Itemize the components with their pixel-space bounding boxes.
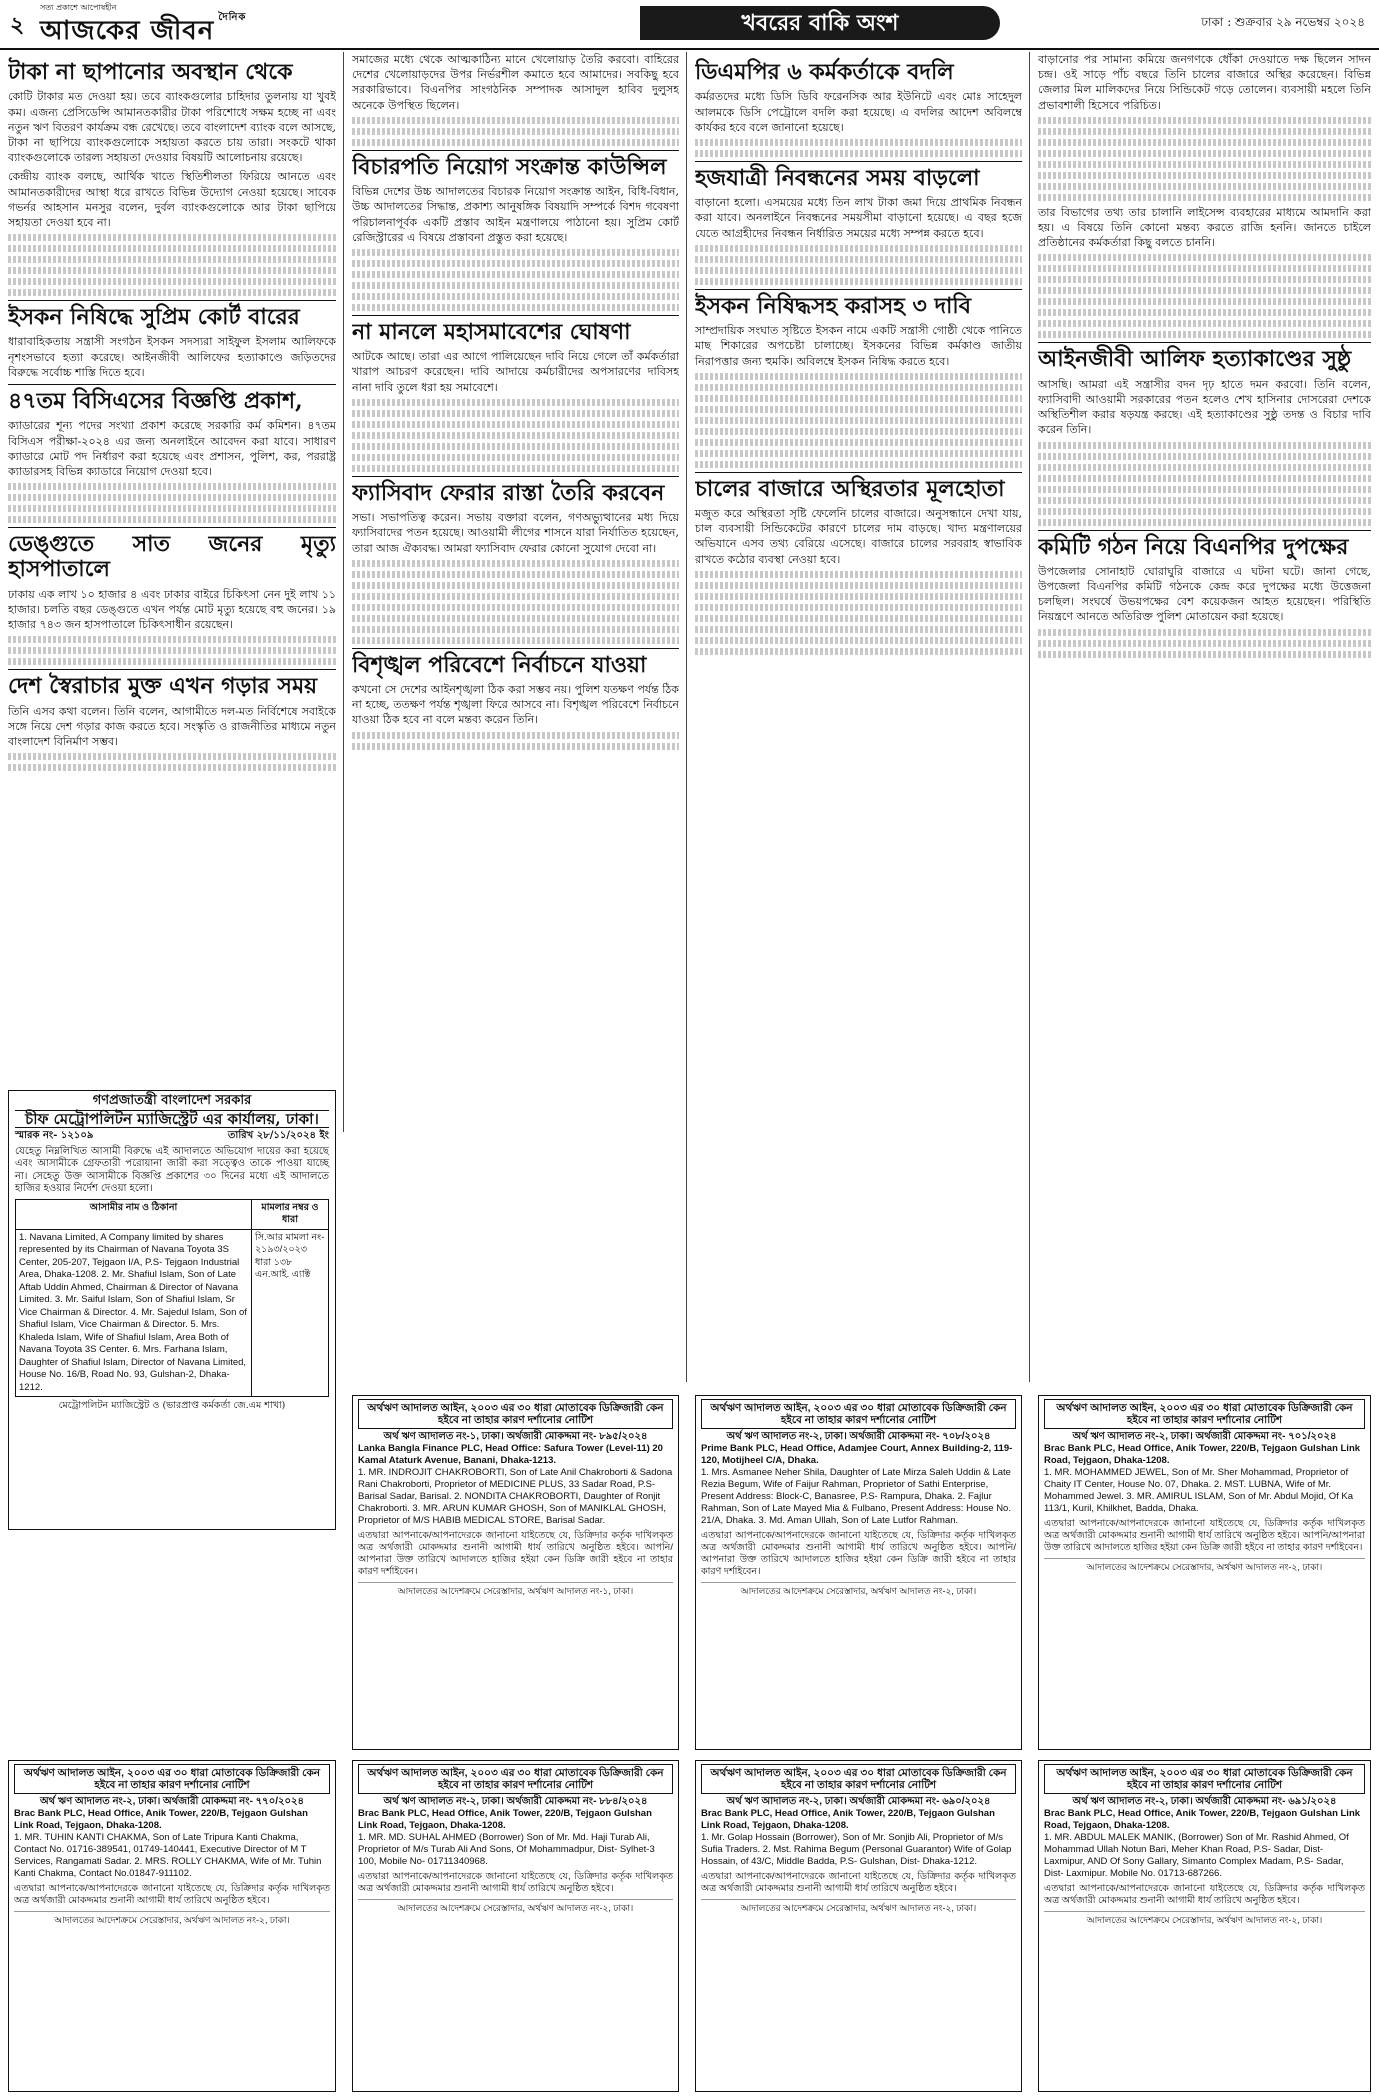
text-filler	[695, 417, 1022, 424]
legal-notice	[352, 1395, 679, 1750]
notice-bank: Brac Bank PLC, Head Office, Anik Tower, 220/B, Tejgaon Gulshan Link Road, Tejgaon, Dhaka-1208.	[1044, 1808, 1361, 1831]
text-filler	[695, 245, 1022, 252]
article-text: ঢাকায় এক লাখ ১০ হাজার ৪ এবং ঢাকার বাইরে চিকিৎসা নেন দুই লাখ ১১ হাজার। চলতি বছর ডেঙ্গুতে এখন পর্যন্ত মোট মৃত্যু হয়েছে বহু জনের। ১৯ হাজার ৭৪৩ জন হাসপাতালে চিকিৎসাধীন রয়েছেন।	[8, 587, 336, 632]
table-header: আসামীর নাম ও ঠিকানা	[16, 1199, 252, 1229]
text-filler	[695, 150, 1022, 157]
article-text: মজুত করে অস্থিরতা সৃষ্টি ফেলেনি চালের বাজারে। অনুসন্ধানে দেখা যায়, চাল ব্যবসায়ী সিন্ডিকেটের কারণে চালের দাম বাড়ছে। খাদ্য মন্ত্রণালয়ের অভিযানে এসব তথ্য বেরিয়ে এসেছে। বাজারে চালের সরবরাহ স্বাভাবিক রাখতে কঠোর ব্যবস্থা নেওয়া হবে।	[695, 507, 1022, 566]
notice-bank: Brac Bank PLC, Head Office, Anik Tower, 220/B, Tejgaon Gulshan Link Road, Tejgaon, Dhaka-1208.	[358, 1808, 652, 1831]
text-filler	[1038, 651, 1371, 658]
text-filler	[8, 256, 336, 263]
notice-body: এতদ্বারা আপনাকে/আপনাদেরকে জানানো যাইতেছে যে, ডিক্রিদার কর্তৃক দাখিলকৃত অত্র অর্থজারী মোকদ্দমার শুনানী আগামী ধার্য তারিখে অনুষ্ঠিত হইবে। আপনি/আপনারা উক্ত তারিখে আদালতে হাজির হইয়া কেন ডিক্রি জারী হইবে না তাহার কারণ দর্শাইবেন।	[701, 1530, 1016, 1577]
masthead	[0, 0, 1379, 50]
text-filler	[352, 304, 679, 311]
newspaper-logo	[40, 10, 246, 54]
text-filler	[352, 560, 679, 567]
text-filler	[8, 516, 336, 523]
article-text: কোটি টাকার মত দেওয়া হয়। তবে ব্যাংকগুলোর চাহিদার তুলনায় যা খুবই কম। এজন্য প্রেসিডেন্সি আমানতকারীর টাকা পরিশোধে সক্ষম হচ্ছে না এবং নতুন ঋণ বিতরণ কার্যক্রম বন্ধ রেখেছে। তবে বাংলাদেশ ব্যাংক বলে আসছে, টাকা না ছাপিয়ে ব্যাংকগুলোকে সহায়তা করতে চায় তারা। সংকটে থাকা ব্যাংকগুলোকে তারল্য সহায়তা দেওয়ার বিষয়টি আলোচনায় রয়েছে।	[8, 90, 336, 165]
column-2	[352, 52, 679, 1382]
notice-party: 1. MR. ABDUL MALEK MANIK, (Borrower) Son of Mr. Rashid Ahmed, Of Mohammad Ullah Notun Bari, Meher Khan Road, P.S- Sadar, Dist- Laxmipur, AND Of Sony Gallary, Simanto Complex Madam, P.S- Sadar, Dist- Laxmipur. Mobile No. 01713-687266.	[1044, 1832, 1349, 1879]
notice-signature: আদালতের আদেশক্রমে সেরেস্তাদার, অর্থঋণ আদালত নং-২, ঢাকা।	[14, 1911, 330, 1926]
notice-body: এতদ্বারা আপনাকে/আপনাদেরকে জানানো যাইতেছে যে, ডিক্রিদার কর্তৃক দাখিলকৃত অত্র অর্থজারী মোকদ্দমার শুনানী আগামী ধার্য তারিখে অনুষ্ঠিত হইবে।	[358, 1871, 673, 1894]
column-rule	[686, 52, 687, 1382]
text-filler	[8, 245, 336, 252]
article-text: কর্মরতদের মধ্যে ডিসি ডিবি ফরেনসিক আর ইউনিটে এবং মোঃ সাহেদুল আলমকে ডিসি পেট্রোলে বদলি করা হয়েছে। এ বদলির আদেশ অবিলম্বে কার্যকর হবে বলে জানানো হয়েছে।	[695, 90, 1022, 134]
notice-party: 1. MR. MOHAMMED JEWEL, Son of Mr. Sher Mohammad, Proprietor of Chaity IT Center, House No. 07, Dhaka. 2. MST. LUBNA, Wife of Mr. Mohammed Jewel. 3. MR. AMIRUL ISLAM, Son of Mr. Abdul Mojid, Of Ka 113/1, Kuril, Khilkhet, Badda, Dhaka.	[1044, 1467, 1354, 1514]
text-filler	[1038, 475, 1371, 482]
text-filler	[1038, 309, 1371, 316]
text-filler	[1038, 508, 1371, 515]
article-text: কখনো সে দেশের আইনশৃঙ্খলা ঠিক করা সম্ভব নয়। পুলিশ যতক্ষণ পর্যন্ত ঠিক না হচ্ছে, ততক্ষণ পর্যন্ত শৃঙ্খলা ফিরে আসবে না। বিশৃঙ্খল পরিবেশে নির্বাচনে যাওয়া ঠিক হবে না বলে মন্তব্য করেন তিনি।	[352, 683, 679, 727]
text-filler	[352, 293, 679, 300]
column-1	[8, 52, 336, 1132]
text-filler	[352, 615, 679, 622]
notice-signature: আদালতের আদেশক্রমে সেরেস্তাদার, অর্থঋণ আদালত নং-২, ঢাকা।	[1044, 1911, 1365, 1926]
article-text: সভা। সভাপতিত্ব করেন। সভায় বক্তারা বলেন, গণঅভ্যুত্থানের মধ্য দিয়ে ফ্যাসিবাদের পতন হয়েছে। আওয়ামী লীগের শাসনে যারা নির্যাতিত হয়েছেন, তারা আজ ঐক্যবদ্ধ। আমরা ফ্যাসিবাদ ফেরার কোনো সুযোগ দেবো না।	[352, 511, 679, 555]
article-text: ধারাবাহিকতায় সন্ত্রাসী সংগঠন ইসকন সদস্যরা সাইফুল ইসলাম আলিফকে নৃশংসভাবে হত্যা করেছে। আইনজীবী আলিফের হত্যাকাণ্ডে জড়িতদের বিরুদ্ধে সর্বোচ্চ শাস্তি দিতে হবে।	[8, 335, 336, 379]
headline: ইসকন নিষিদ্ধে সুপ্রিম কোর্ট বারের	[8, 300, 336, 330]
text-filler	[695, 648, 1022, 655]
notice-body: এতদ্বারা আপনাকে/আপনাদেরকে জানানো যাইতেছে যে, ডিক্রিদার কর্তৃক দাখিলকৃত অত্র অর্থজারী মোকদ্দমার শুনানী আগামী ধার্য তারিখে অনুষ্ঠিত হইবে।	[14, 1883, 330, 1906]
text-filler	[8, 289, 336, 296]
text-filler	[352, 282, 679, 289]
text-filler	[1038, 161, 1371, 168]
notice-bank: Prime Bank PLC, Head Office, Adamjee Court, Annex Building-2, 119-120, Motijheel C/A, Dhaka.	[701, 1443, 1013, 1466]
headline: টাকা না ছাপানোর অবস্থান থেকে	[8, 59, 293, 85]
text-filler	[352, 432, 679, 439]
text-filler	[8, 505, 336, 512]
legal-notice	[1038, 1395, 1371, 1750]
headline: না মানলে মহাসমাবেশের ঘোষণা	[352, 315, 679, 345]
text-filler	[1038, 254, 1371, 261]
text-filler	[8, 234, 336, 241]
text-filler	[352, 582, 679, 589]
notice-body: এতদ্বারা আপনাকে/আপনাদেরকে জানানো যাইতেছে যে, ডিক্রিদার কর্তৃক দাখিলকৃত অত্র অর্থজারী মোকদ্দমার শুনানী আগামী ধার্য তারিখে অনুষ্ঠিত হইবে। আপনি/আপনারা উক্ত তারিখে আদালতে হাজির হইয়া কেন ডিক্রি জারী হইবে না তাহার কারণ দর্শাইবেন।	[1044, 1518, 1365, 1553]
notice-heading: অর্থঋণ আদালত আইন, ২০০৩ এর ৩০ ধারা মোতাবেক ডিক্রিজারী কেন হইবে না তাহার কারণ দর্শানোর নোটিশ	[701, 1399, 1016, 1429]
text-filler	[8, 764, 336, 771]
text-filler	[695, 278, 1022, 285]
text-filler	[352, 626, 679, 633]
logo-tag: দৈনিক	[218, 12, 247, 23]
text-filler	[352, 271, 679, 278]
notice-court: অর্থ ঋণ আদালত নং-২, ঢাকা। অর্থজারী মোকদ্দমা নং- ৮৮৪/২০২৪	[383, 1796, 648, 1807]
article-text: তিনি এসব কথা বলেন। তিনি বলেন, আগামীতে দল-মত নির্বিশেষে সবাইকে সঙ্গে নিয়ে দেশ গড়ার কাজ করতে হবে। সংস্কৃতি ও রাজনীতির মাধ্যমে নতুন বাংলাদেশ বিনির্মাণ সম্ভব।	[8, 704, 336, 749]
text-filler	[8, 483, 336, 490]
text-filler	[695, 256, 1022, 263]
text-filler	[1038, 172, 1371, 179]
notice-court: অর্থ ঋণ আদালত নং-২, ঢাকা। অর্থজারী মোকদ্দমা নং- ৬৯০/২০২৪	[726, 1796, 991, 1807]
text-filler	[1038, 331, 1371, 338]
text-filler	[1038, 298, 1371, 305]
text-filler	[352, 465, 679, 472]
text-filler	[1038, 464, 1371, 471]
notice-party: 1. MR. MD. SUHAL AHMED (Borrower) Son of Mr. Md. Haji Turab Ali, Proprietor of M/s Turab Ali And Sons, Of Mohammadpur, Dist- Sylhet-3 100, Mobile No- 01711340968.	[358, 1832, 655, 1867]
text-filler	[695, 267, 1022, 274]
tagline: সত্য প্রকাশে আপোষহীন	[40, 3, 117, 12]
text-filler	[8, 753, 336, 760]
notice-body: এতদ্বারা আপনাকে/আপনাদেরকে জানানো যাইতেছে যে, ডিক্রিদার কর্তৃক দাখিলকৃত অত্র অর্থজারী মোকদ্দমার শুনানী আগামী ধার্য তারিখে অনুষ্ঠিত হইবে।	[701, 1871, 1016, 1894]
article-text: বাড়ানোর পর সামান্য কমিয়ে জনগণকে ধোঁকা দেওয়াতে দক্ষ ছিলেন সাদন চন্দ্র। ওই সাড়ে পাঁচ বছরে তিনি চালের বাজারে অস্থির করেছেন। বিভিন্ন জেলার মিল মালিকদের নিয়ে সিন্ডিকেট গড়ে তোলেন। ব্যবসায়ী মহলে তিনি প্রভাবশালী হিসেবে পরিচিত।	[1038, 53, 1371, 112]
table-header: মামলার নম্বর ও ধারা	[252, 1199, 329, 1229]
text-filler	[695, 406, 1022, 413]
article-text: আটকে আছে। তারা এর আগে পালিয়েছেন দাবি নিয়ে গেলে তাঁ কর্মকর্তারা খারাপ আচরণ করেছেন। দাবি আদায়ে কর্মচারীদের অপসারণের দাবিসহ নানা দাবি তুলে ধরা হয় সমাবেশে।	[352, 350, 679, 394]
text-filler	[1038, 276, 1371, 283]
text-filler	[1038, 486, 1371, 493]
notice-court: অর্থ ঋণ আদালত নং-২, ঢাকা। অর্থজারী মোকদ্দমা নং- ৭০১/২০২৪	[1072, 1431, 1337, 1442]
notice-court: অর্থ ঋণ আদালত নং-২, ঢাকা। অর্থজারী মোকদ্দমা নং- ৭৭০/২০২৪	[40, 1796, 304, 1807]
article-text: আসছি। আমরা এই সন্ত্রাসীর বদন দৃঢ় হাতে দমন করবো। তিনি বলেন, ফ্যাসিবাদী আওয়ামী সরকারের পতন হলেও শেখ হাসিনার দোসরেরা দেশকে অস্থিতিশীল করার ষড়যন্ত্র করছে। এই হত্যাকাণ্ডের সুষ্ঠু তদন্ত ও বিচার দাবি করেন তিনি।	[1038, 377, 1371, 437]
text-filler	[352, 249, 679, 256]
text-filler	[352, 604, 679, 611]
headline: আইনজীবী আলিফ হত্যাকাণ্ডের সুষ্ঠু	[1038, 342, 1371, 372]
notice-body: এতদ্বারা আপনাকে/আপনাদেরকে জানানো যাইতেছে যে, ডিক্রিদার কর্তৃক দাখিলকৃত অত্র অর্থজারী মোকদ্দমার শুনানী আগামী ধার্য তারিখে অনুষ্ঠিত হইবে। আপনি/আপনারা উক্ত তারিখে আদালতে হাজির হইয়া কেন ডিক্রি জারী হইবে না তাহার কারণ দর্শাইবেন।	[358, 1530, 673, 1577]
text-filler	[1038, 128, 1371, 135]
article-text: ক্যাডারের শূন্য পদের সংখ্যা প্রকাশ করেছে সরকারি কর্ম কমিশন। ৪৭তম বিসিএস পরীক্ষা-২০২৪ এর জন্য অনলাইনে আবেদন করা যাবে। সাধারণ ক্যাডারে মোট পদ নির্ধারণ করা হয়েছে এবং প্রশাসন, পুলিশ, কর, পররাষ্ট্র ক্যাডারসহ বিভিন্ন ক্যাডারে নিয়োগ দেওয়া হবে।	[8, 419, 336, 478]
text-filler	[352, 443, 679, 450]
text-filler	[695, 461, 1022, 468]
text-filler	[352, 421, 679, 428]
accused-table	[15, 1199, 329, 1398]
page-number: ২	[10, 12, 25, 38]
notice-signature: আদালতের আদেশক্রমে সেরেস্তাদার, অর্থঋণ আদালত নং-১, ঢাকা।	[358, 1582, 673, 1597]
notice-heading: অর্থঋণ আদালত আইন, ২০০৩ এর ৩০ ধারা মোতাবেক ডিক্রিজারী কেন হইবে না তাহার কারণ দর্শানোর নোটিশ	[358, 1399, 673, 1429]
section-banner: খবরের বাকি অংশ	[640, 6, 1000, 40]
notice-bank: Lanka Bangla Finance PLC, Head Office: Safura Tower (Level-11) 20 Kamal Ataturk Avenue, Banani, Dhaka-1213.	[358, 1443, 663, 1466]
article-text: কেন্দ্রীয় ব্যাংক বলছে, আর্থিক খাতে স্থিতিশীলতা ফিরিয়ে আনতে এবং আমানতকারীদের আস্থা ধরে রাখতে বিভিন্ন উদ্যোগ নেওয়া হয়েছে। সাবেক গভর্নর আহসান মনসুর বলেন, দুর্বল ব্যাংকগুলোকে আর টাকা ছাপিয়ে সহায়তা দেওয়া হবে না।	[8, 170, 336, 229]
notice-party: 1. MR. INDROJIT CHAKROBORTI, Son of Late Anil Chakroborti & Sadona Rani Chakroborti, Proprietor of MEDICINE PLUS, 33 Sadar Road, P.S- Barisal Sadar, Barisal. 2. NONDITA CHAKROBORTI, Daughter of Ronjit Chakroborti. 3. MR. ARUN KUMAR GHOSH, Son of MANIKLAL GHOSH, Proprietor of M/S HABIB MEDICAL STORE, Barisal Sadar.	[358, 1467, 673, 1526]
legal-notice	[352, 1760, 679, 2092]
article-text: উপজেলার সোনাহাট ঘোরাঘুরি বাজারে এ ঘটনা ঘটে। জানা গেছে, উপজেলা বিএনপির কমিটি গঠনকে কেন্দ্র করে দুপক্ষের মধ্যে উত্তেজনা চলছিল। সংঘর্ষে উভয়পক্ষের বেশ কয়েকজন আহত হয়েছেন। পরিস্থিতি নিয়ন্ত্রণে আনতে অতিরিক্ত পুলিশ মোতায়েন করা হয়েছে।	[1038, 564, 1371, 624]
accused-list: 1. Navana Limited, A Company limited by shares represented by its Chairman of Navana Toyota 3S Center, 205-207, Tejgaon I/A, P.S- Tejgaon Industrial Area, Dhaka-1208. 2. Mr. Shafiul Islam, Son of Late Aftab Uddin Ahmed, Chairman & Director of Navana Limited. 3. Mr. Saiful Islam, Son of Shafiul Islam, Sr Vice Chairman & Director. 4. Mr. Sajedul Islam, Son of Shafiul Islam, Vice Chairman & Director. 5. Mrs. Khaleda Islam, Wife of Shafiul Islam, Area Both of Navana Toyota 3S Center. 6. Mrs. Farhana Islam, Daughter of Shafiul Islam, Director of Navana Limited, House No. 16/B, Road No. 93, Gulshan-2, Dhaka-1212.	[16, 1229, 252, 1397]
text-filler	[1038, 453, 1371, 460]
headline: দেশ স্বৈরাচার মুক্ত এখন গড়ার সময়	[8, 669, 336, 699]
headline: ডেঙ্গুতে সাত জনের মৃত্যু হাসপাতালে	[8, 527, 336, 583]
notice-heading: অর্থঋণ আদালত আইন, ২০০৩ এর ৩০ ধারা মোতাবেক ডিক্রিজারী কেন হইবে না তাহার কারণ দর্শানোর নোটিশ	[358, 1764, 673, 1794]
court-office: চীফ মেট্রোপলিটন ম্যাজিস্ট্রেট এর কার্যালয়, ঢাকা।	[15, 1110, 329, 1129]
text-filler	[1038, 117, 1371, 124]
notice-signature: আদালতের আদেশক্রমে সেরেস্তাদার, অর্থঋণ আদালত নং-২, ঢাকা।	[701, 1899, 1016, 1914]
text-filler	[695, 395, 1022, 402]
court-memo: স্মারক নং- ১২১০৯	[15, 1130, 94, 1141]
notice-party: 1. Mr. Golap Hossain (Borrower), Son of Mr. Sonjib Ali, Proprietor of M/s Sufia Traders. 2. Mst. Rahima Begum (Personal Guarantor) Wife of Golap Hossain, of 43/C, Middle Badda, P.S- Gulshan, Dist- Dhaka-1212.	[701, 1832, 1012, 1867]
court-notice	[8, 1090, 336, 1530]
notice-court: অর্থ ঋণ আদালত নং-২, ঢাকা। অর্থজারী মোকদ্দমা নং- ৭০৮/২০২৪	[726, 1431, 991, 1442]
text-filler	[695, 637, 1022, 644]
article-text: সাম্প্রদায়িক সংঘাত সৃষ্টিতে ইসকন নামে একটি সন্ত্রাসী গোষ্ঠী থেকে পানিতে মাছ শিকারের অপচেষ্টা চালাচ্ছে। ইসকনের বিভিন্ন কর্মকাণ্ড জাতীয় নিরাপত্তার জন্য হুমকি। অবিলম্বে ইসকন নিষিদ্ধ করতে হবে।	[695, 324, 1022, 368]
text-filler	[352, 637, 679, 644]
notice-bank: Brac Bank PLC, Head Office, Anik Tower, 220/B, Tejgaon Gulshan Link Road, Tejgaon, Dhaka-1208.	[1044, 1443, 1361, 1466]
article-text: বিভিন্ন দেশের উচ্চ আদালতের বিচারক নিয়োগ সংক্রান্ত আইন, বিধি-বিধান, উচ্চ আদালতের সিদ্ধান্ত, প্রকাশ্য আনুষঙ্গিক বিষয়াদি সম্পর্কে বিশদ গবেষণা পরিচালনাপূর্বক একটি প্রস্তাব আইন মন্ত্রণালয়ে পাঠানো হয়। সুপ্রিম কোর্ট রেজিস্ট্রারের এ বিষয়ে প্রস্তাবনা প্রস্তুত করা হয়েছে।	[352, 185, 679, 244]
text-filler	[695, 604, 1022, 611]
text-filler	[695, 428, 1022, 435]
headline: বিচারপতি নিয়োগ সংক্রান্ত কাউন্সিল	[352, 150, 679, 180]
text-filler	[1038, 497, 1371, 504]
court-memo-row	[15, 1130, 329, 1143]
headline: ডিএমপির ৬ কর্মকর্তাকে বদলি	[695, 59, 954, 85]
text-filler	[1038, 150, 1371, 157]
text-filler	[8, 494, 336, 501]
text-filler	[352, 410, 679, 417]
notice-party: 1. MR. TUHIN KANTI CHAKMA, Son of Late Tripura Kanti Chakma, Contact No. 01716-389541, 01749-140441, Executive Director of M T Services, Rangamati Sadar. 2. MRS. ROLLY CHAKMA, Wife of Mr. Tuhin Kanti Chakma, Contact No.01847-911102.	[14, 1832, 322, 1879]
article-text: তার বিভাগের তথ্য তার চালানি লাইসেন্স ব্যবহারের মাধ্যমে আমদানি করা হয়। এ বিষয়ে তিনি কোনো মন্তব্য করতে রাজি হননি। জানতে চাইলে প্রতিষ্ঠানের কর্মকর্তারা কিছু বলতে চাননি।	[1038, 205, 1371, 250]
text-filler	[8, 647, 336, 654]
text-filler	[352, 743, 679, 750]
text-filler	[8, 278, 336, 285]
text-filler	[8, 658, 336, 665]
text-filler	[352, 732, 679, 739]
headline: কমিটি গঠন নিয়ে বিএনপির দুপক্ষের	[1038, 530, 1371, 560]
notice-court: অর্থ ঋণ আদালত নং-২, ঢাকা। অর্থজারী মোকদ্দমা নং- ৬৯১/২০২৪	[1072, 1796, 1337, 1807]
text-filler	[8, 267, 336, 274]
notice-bank: Brac Bank PLC, Head Office, Anik Tower, 220/B, Tejgaon Gulshan Link Road, Tejgaon, Dhaka-1208.	[701, 1808, 995, 1831]
notice-heading: অর্থঋণ আদালত আইন, ২০০৩ এর ৩০ ধারা মোতাবেক ডিক্রিজারী কেন হইবে না তাহার কারণ দর্শানোর নোটিশ	[14, 1764, 330, 1794]
text-filler	[1038, 139, 1371, 146]
legal-notice	[695, 1760, 1022, 2092]
text-filler	[1038, 194, 1371, 201]
notice-signature: আদালতের আদেশক্রমে সেরেস্তাদার, অর্থঋণ আদালত নং-২, ঢাকা।	[358, 1899, 673, 1914]
text-filler	[1038, 640, 1371, 647]
notice-body: এতদ্বারা আপনাকে/আপনাদেরকে জানানো যাইতেছে যে, ডিক্রিদার কর্তৃক দাখিলকৃত অত্র অর্থজারী মোকদ্দমার শুনানী আগামী ধার্য তারিখে অনুষ্ঠিত হইবে।	[1044, 1883, 1365, 1906]
headline: হজযাত্রী নিবন্ধনের সময় বাড়লো	[695, 161, 1022, 191]
article-text: বাড়ানো হলো। এসময়ের মধ্যে তিন লাখ টাকা জমা দিয়ে প্রাথমিক নিবন্ধন করা যাবে। অনলাইনে নিবন্ধনের সময়সীমা বাড়ানো হয়েছে। এ বছর হজে যেতে আগ্রহীদের নিবন্ধন নির্ধারিত সময়ের মধ্যে সম্পন্ন করতে হবে।	[695, 196, 1022, 240]
legal-notice	[1038, 1760, 1371, 2092]
legal-notice	[695, 1395, 1022, 1750]
court-republic: গণপ্রজাতন্ত্রী বাংলাদেশ সরকার	[92, 1093, 252, 1108]
text-filler	[352, 571, 679, 578]
case-number: সি.আর মামলা নং- ২১৯৩/২০২৩ ধারা ১৩৮ এন.আই. এ্যাক্ট	[252, 1229, 329, 1397]
text-filler	[1038, 287, 1371, 294]
notice-court: অর্থ ঋণ আদালত নং-১, ঢাকা। অর্থজারী মোকদ্দমা নং- ৮৯৫/২০২৪	[383, 1431, 648, 1442]
text-filler	[1038, 629, 1371, 636]
notice-party: 1. Mrs. Asmanee Neher Shila, Daughter of Late Mirza Saleh Uddin & Late Rezia Begum, Wife of Faijur Rahman, Proprietor of Sathi Enterprise, Present Address: Block-C, Banasree, P.S- Rampura, Dhaka. 2. Fajlur Rahman, Son of Late Mayed Mia & Fulbano, Present Address: House No. 21/A, Dhaka. 3. Md. Aman Ullah, Son of Late Lutfor Rahman.	[701, 1467, 1011, 1526]
text-filler	[1038, 320, 1371, 327]
text-filler	[695, 373, 1022, 380]
logo-text: আজকের জীবন	[40, 16, 215, 46]
headline: ৪৭তম বিসিএসের বিজ্ঞপ্তি প্রকাশ,	[8, 384, 336, 414]
headline: ফ্যাসিবাদ ফেরার রাস্তা তৈরি করবেন	[352, 476, 679, 506]
text-filler	[695, 571, 1022, 578]
notice-bank: Brac Bank PLC, Head Office, Anik Tower, 220/B, Tejgaon Gulshan Link Road, Tejgaon, Dhaka-1208.	[14, 1808, 308, 1831]
text-filler	[695, 593, 1022, 600]
notice-heading: অর্থঋণ আদালত আইন, ২০০৩ এর ৩০ ধারা মোতাবেক ডিক্রিজারী কেন হইবে না তাহার কারণ দর্শানোর নোটিশ	[1044, 1399, 1365, 1429]
column-3	[695, 52, 1022, 1382]
text-filler	[8, 636, 336, 643]
text-filler	[695, 139, 1022, 146]
text-filler	[695, 384, 1022, 391]
column-rule	[343, 52, 344, 1132]
court-date: তারিখ ২৮/১১/২০২৪ ইং	[227, 1130, 329, 1141]
text-filler	[352, 399, 679, 406]
text-filler	[695, 626, 1022, 633]
court-footer: মেট্রোপলিটন ম্যাজিস্ট্রেট ও (ভারপ্রাপ্ত কর্মকর্তা জে.এম শাখা)	[58, 1400, 286, 1411]
text-filler	[695, 450, 1022, 457]
notice-signature: আদালতের আদেশক্রমে সেরেস্তাদার, অর্থঋণ আদালত নং-২, ঢাকা।	[1044, 1558, 1365, 1573]
headline: চালের বাজারে অস্থিরতার মূলহোতা	[695, 472, 1022, 502]
text-filler	[1038, 519, 1371, 526]
text-filler	[352, 260, 679, 267]
text-filler	[1038, 265, 1371, 272]
notice-heading: অর্থঋণ আদালত আইন, ২০০৩ এর ৩০ ধারা মোতাবেক ডিক্রিজারী কেন হইবে না তাহার কারণ দর্শানোর নোটিশ	[701, 1764, 1016, 1794]
text-filler	[1038, 442, 1371, 449]
text-filler	[695, 615, 1022, 622]
column-4	[1038, 52, 1371, 1382]
column-rule	[1029, 52, 1030, 1382]
text-filler	[352, 128, 679, 135]
notice-signature: আদালতের আদেশক্রমে সেরেস্তাদার, অর্থঋণ আদালত নং-২, ঢাকা।	[701, 1582, 1016, 1597]
notice-heading: অর্থঋণ আদালত আইন, ২০০৩ এর ৩০ ধারা মোতাবেক ডিক্রিজারী কেন হইবে না তাহার কারণ দর্শানোর নোটিশ	[1044, 1764, 1365, 1794]
text-filler	[352, 117, 679, 124]
court-body: যেহেতু নিম্নলিখিত আসামী বিরুদ্ধে এই আদালতে অভিযোগ দায়ের করা হয়েছে এবং আসামীকে গ্রেফতারী পরোয়ানা জারী করা সত্ত্বেও তাকে পাওয়া যাচ্ছে না। সেহেতু উক্ত আসামীকে বিজ্ঞপ্তি প্রকাশের ৩০ দিনের মধ্যে এই আদালতে হাজির হওয়ার নির্দেশ দেওয়া হলো।	[15, 1145, 329, 1194]
text-filler	[352, 139, 679, 146]
text-filler	[352, 454, 679, 461]
text-filler	[352, 593, 679, 600]
text-filler	[695, 582, 1022, 589]
dateline: ঢাকা : শুক্রবার ২৯ নভেম্বর ২০২৪	[1201, 15, 1365, 29]
headline: বিশৃঙ্খল পরিবেশে নির্বাচনে যাওয়া	[352, 648, 679, 678]
text-filler	[695, 439, 1022, 446]
legal-notice	[8, 1760, 336, 2092]
text-filler	[1038, 183, 1371, 190]
headline: ইসকন নিষিদ্ধসহ করাসহ ৩ দাবি	[695, 289, 1022, 319]
article-text: সমাজের মধ্যে থেকে আত্মকাঠিন্য মানে খেলোয়াড় তৈরি করবো। বাহিরের দেশের খেলোয়াড়দের উপর নির্ভরশীল কমাতে হবে আমাদের। সবকিছু হবে সরকারিভাবে। বিএনপির সাংগঠনিক সম্পাদক আসাদুল হাবিব দুলুসহ অনেকে উপস্থিত ছিলেন।	[352, 53, 679, 112]
